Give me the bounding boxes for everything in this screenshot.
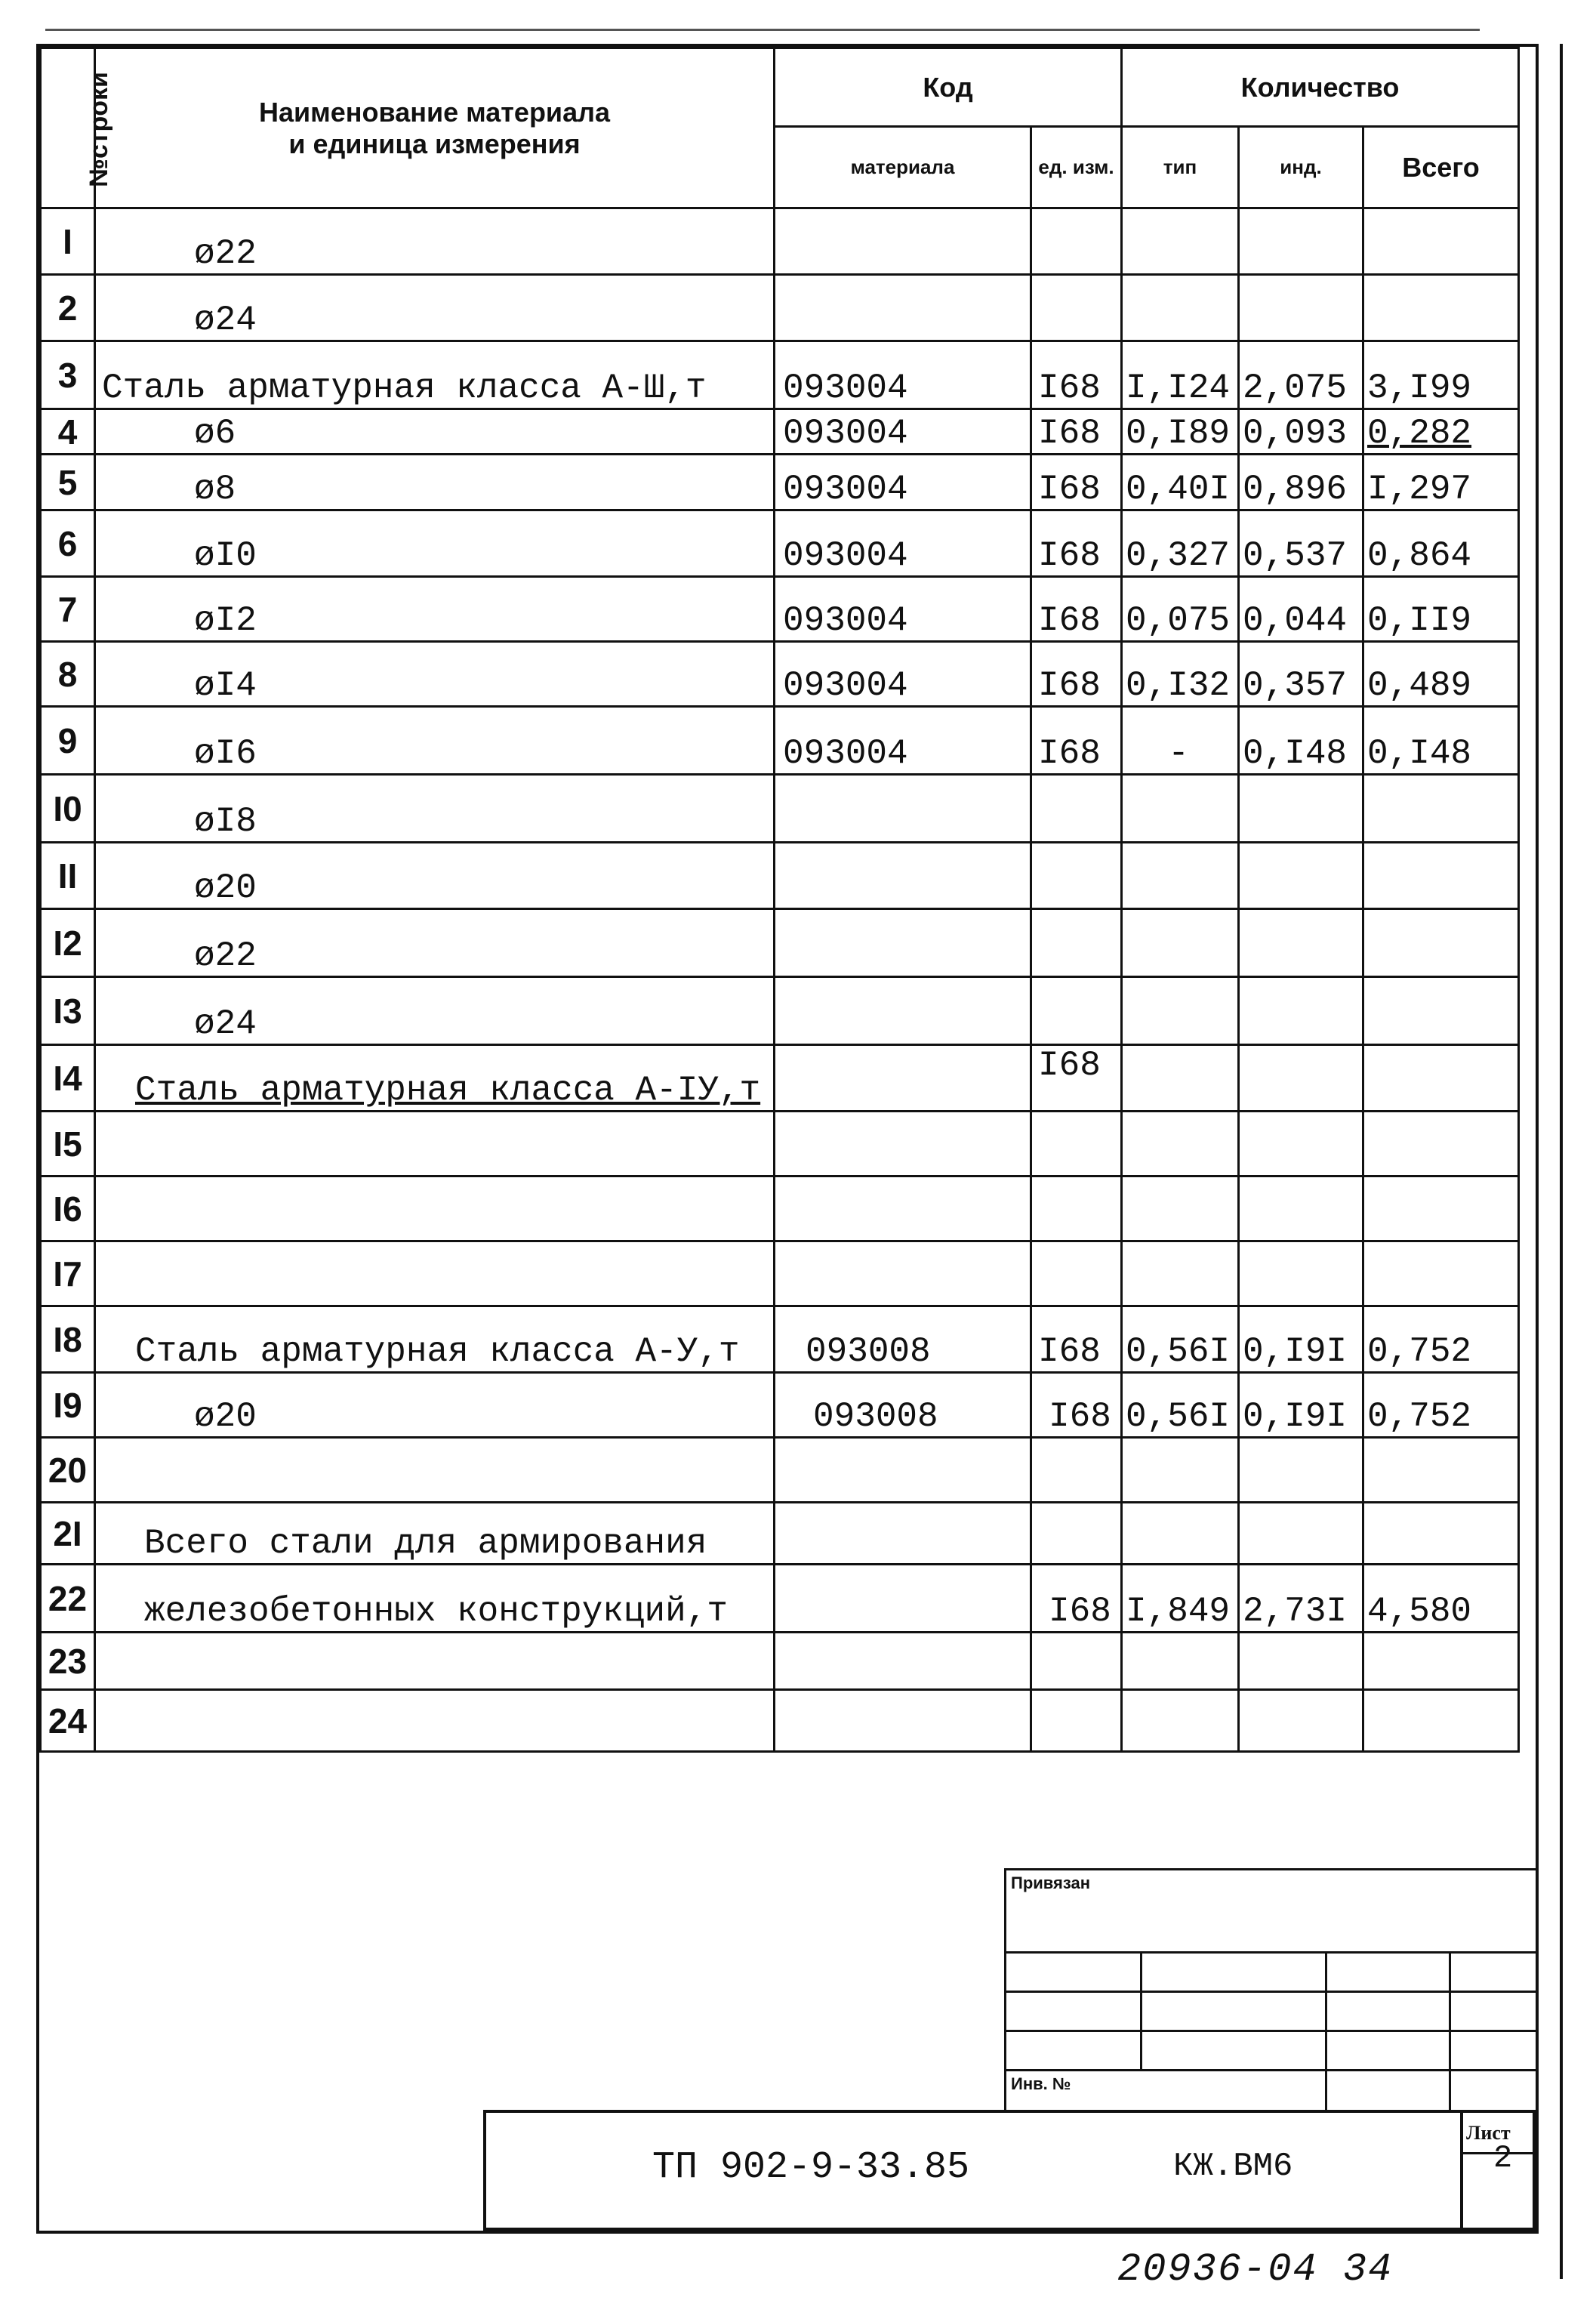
header-code: Код: [775, 48, 1122, 127]
header-code-material: материала: [775, 127, 1031, 208]
table-row: I6: [41, 1176, 1519, 1241]
table-row: 23: [41, 1633, 1519, 1690]
sheet-label: Лист: [1466, 2122, 1511, 2144]
table-row: I8 Сталь арматурная класса А-У,т 093008 I68 0,56I 0,I9I 0,752: [41, 1306, 1519, 1373]
right-binding-line: [1560, 44, 1563, 2279]
title-block-lower: [483, 2110, 1536, 2231]
document-mark: КЖ.ВМ6: [1173, 2148, 1293, 2185]
header-q-ind: инд.: [1239, 127, 1363, 208]
tied-label: Привязан: [1006, 1870, 1537, 1953]
table-row: 24: [41, 1690, 1519, 1752]
table-row: 9 øI6 093004 I68 - 0,I48 0,I48: [41, 707, 1519, 775]
top-edge-line: [45, 29, 1480, 31]
inventory-number: 20936-04 34: [1117, 2247, 1394, 2292]
table-row: 5 ø8 093004 I68 0,40I 0,896 I,297: [41, 455, 1519, 510]
table-row: 7 øI2 093004 I68 0,075 0,044 0,II9: [41, 577, 1519, 642]
sheet-number: 2: [1493, 2140, 1513, 2176]
table-row: 2 ø24: [41, 275, 1519, 341]
table-row: 22 железобетонных конструкций,т I68 I,849 2,73I 4,580: [41, 1565, 1519, 1633]
table-row: 2I Всего стали для армирования: [41, 1503, 1519, 1565]
table-row: 8 øI4 093004 I68 0,I32 0,357 0,489: [41, 642, 1519, 707]
table-row: II ø20: [41, 843, 1519, 909]
table-row: 20: [41, 1438, 1519, 1503]
table-row: I3 ø24: [41, 977, 1519, 1045]
table-row: I5: [41, 1112, 1519, 1176]
table-row: I0 øI8: [41, 775, 1519, 843]
table-row: I9 ø20 093008 I68 0,56I 0,I9I 0,752: [41, 1373, 1519, 1438]
title-block-upper: [1004, 1868, 1536, 2110]
inventory-label: Инв. №: [1006, 2071, 1326, 2111]
header-q-total: Всего: [1363, 127, 1519, 208]
table-row: I2 ø22: [41, 909, 1519, 977]
table-row: 6 øI0 093004 I68 0,327 0,537 0,864: [41, 510, 1519, 577]
table-row: 3 Сталь арматурная класса А-Ш,т 093004 I68 I,I24 2,075 3,I99: [41, 341, 1519, 409]
header-code-unit: ед. изм.: [1031, 127, 1122, 208]
table-row: 4 ø6 093004 I68 0,I89 0,093 0,282: [41, 409, 1519, 455]
header-name: Наименование материала и единица измерения: [95, 48, 775, 208]
table-row: I7: [41, 1241, 1519, 1306]
header-quantity: Количество: [1122, 48, 1519, 127]
document-code: ТП 902-9-33.85: [652, 2146, 970, 2189]
sheet-number-box: [1460, 2113, 1533, 2228]
table-row: I4 Сталь арматурная класса А-IУ,т I68: [41, 1045, 1519, 1112]
header-row-number: №строки: [41, 48, 95, 208]
material-spec-table: [39, 47, 1520, 1753]
table-row: I ø22: [41, 208, 1519, 275]
header-q-type: тип: [1122, 127, 1239, 208]
